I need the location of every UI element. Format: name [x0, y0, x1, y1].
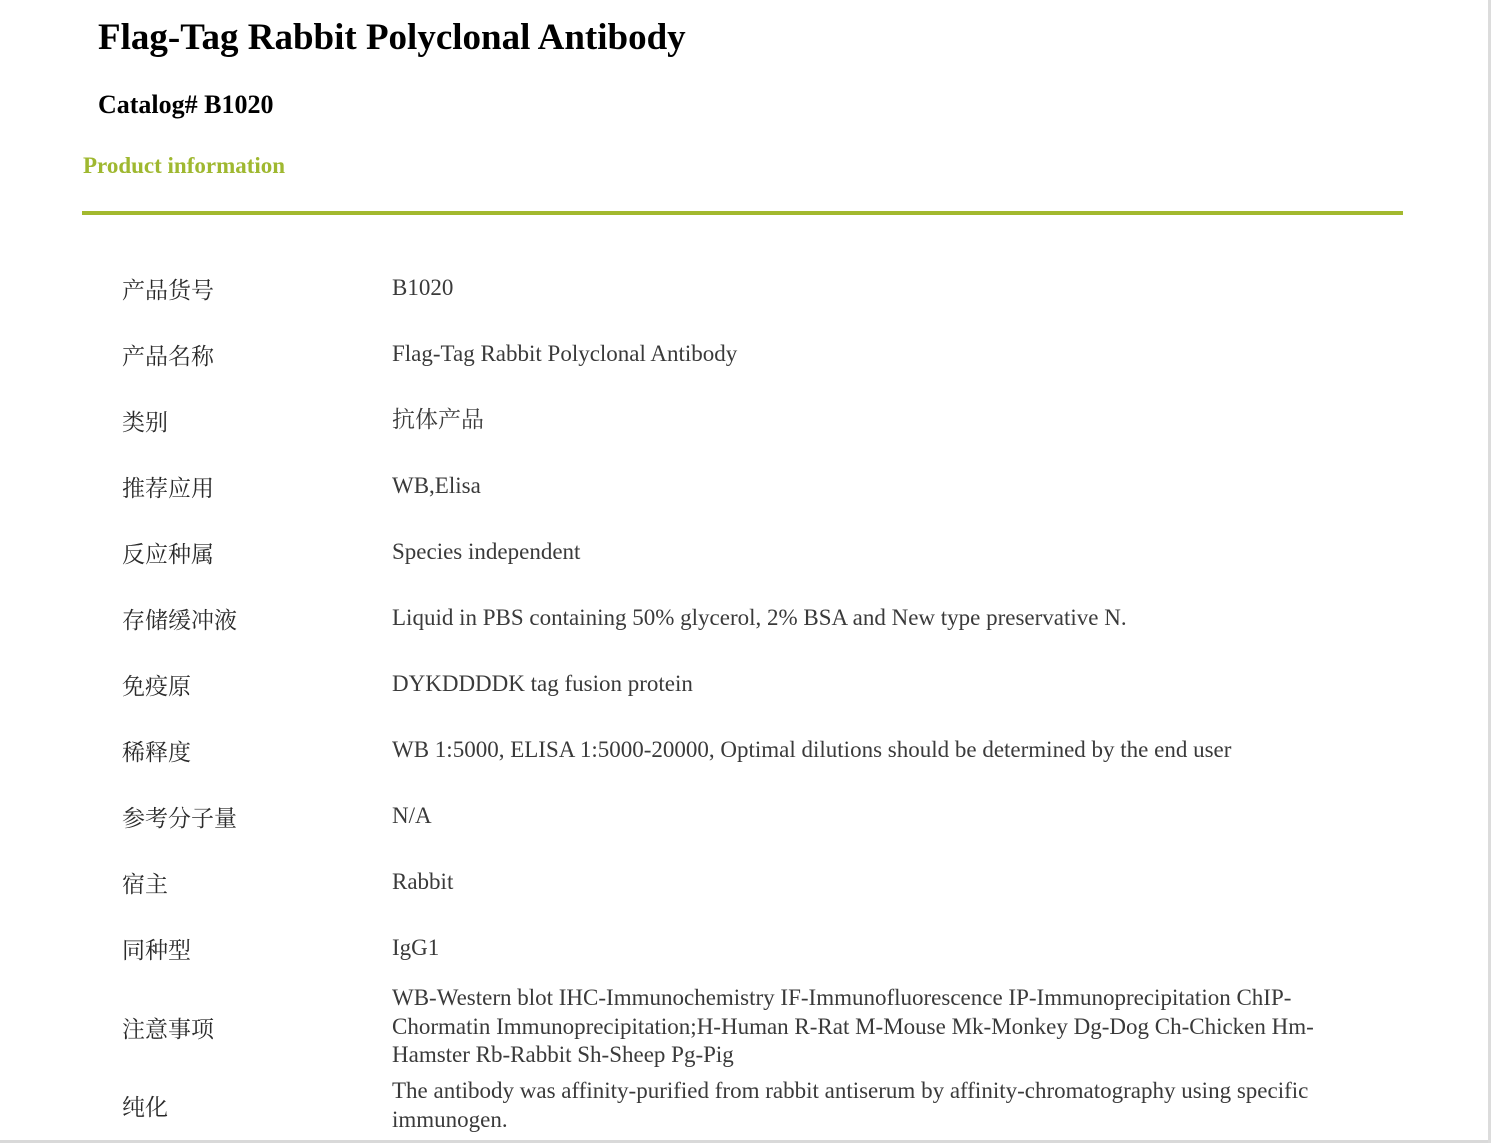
catalog-number: Catalog# B1020	[98, 90, 274, 119]
info-value: Liquid in PBS containing 50% glycerol, 2% BSA and New type preservative N.	[392, 604, 1127, 630]
info-label: 宿主	[122, 871, 168, 898]
info-row-catalog-no	[0, 270, 1491, 306]
info-label: 存储缓冲液	[122, 607, 237, 634]
info-label: 产品货号	[122, 277, 214, 304]
info-label: 注意事项	[122, 1016, 214, 1043]
info-value: B1020	[392, 274, 454, 300]
info-row-category	[0, 402, 1491, 438]
info-label: 免疫原	[122, 673, 191, 700]
info-row-purification	[0, 1077, 1491, 1134]
info-value: DYKDDDDK tag fusion protein	[392, 670, 693, 696]
info-row-host	[0, 864, 1491, 900]
info-label: 参考分子量	[122, 805, 237, 832]
document-title: Flag-Tag Rabbit Polyclonal Antibody	[98, 17, 686, 58]
info-label: 推荐应用	[122, 475, 214, 502]
info-row-applications	[0, 468, 1491, 504]
info-value: IgG1	[392, 934, 440, 960]
info-label: 产品名称	[122, 343, 214, 370]
info-value: WB,Elisa	[392, 472, 481, 498]
info-value: The antibody was affinity-purified from rabbit antiserum by affinity-chromatography using specific immunogen.	[392, 1078, 1309, 1132]
info-label: 稀释度	[122, 739, 191, 766]
info-row-product-name	[0, 336, 1491, 372]
info-label: 同种型	[122, 937, 191, 964]
info-value: 抗体产品	[392, 406, 484, 432]
info-row-notes	[0, 984, 1491, 1070]
info-label: 反应种属	[122, 541, 214, 568]
info-label: 类别	[122, 409, 168, 436]
info-row-dilution	[0, 732, 1491, 768]
info-value: WB 1:5000, ELISA 1:5000-20000, Optimal dilutions should be determined by the end user	[392, 736, 1232, 762]
info-value: WB-Western blot IHC-Immunochemistry IF-Immunofluorescence IP-Immunoprecipitation ChIP-Chormatin Immunoprecipitation;H-Human R-Rat M-Mouse Mk-Monkey Dg-Dog Ch-Chicken Hm-Hamster Rb-Rabbit Sh-Sheep Pg-Pig	[392, 985, 1314, 1068]
info-row-isotype	[0, 930, 1491, 966]
info-label: 纯化	[122, 1095, 168, 1121]
info-value: Rabbit	[392, 868, 454, 894]
info-row-storage-buffer	[0, 600, 1491, 636]
info-value: N/A	[392, 802, 432, 828]
section-heading: Product information	[83, 153, 286, 178]
info-value: Flag-Tag Rabbit Polyclonal Antibody	[392, 340, 738, 366]
info-row-immunogen	[0, 666, 1491, 702]
info-row-molecular-weight	[0, 798, 1491, 834]
info-row-reactivity	[0, 534, 1491, 570]
info-value: Species independent	[392, 538, 581, 564]
